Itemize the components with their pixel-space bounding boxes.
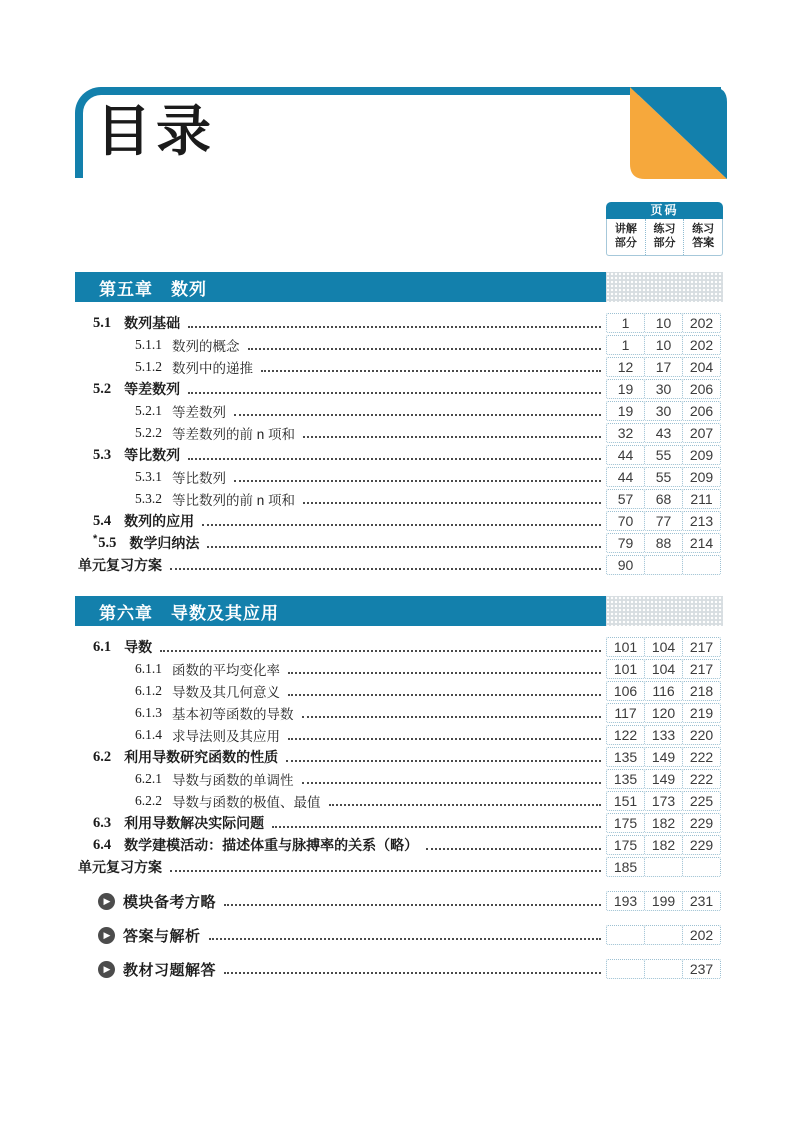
dotted-leader (261, 370, 601, 372)
dotted-leader (288, 738, 601, 740)
toc-entry-number: 5.3 (93, 446, 112, 463)
toc-row (75, 702, 723, 724)
toc-entry-number: 6.1 (93, 638, 112, 655)
page-number-cell: 12 (606, 357, 645, 377)
dotted-leader (188, 392, 601, 394)
page-number-cells (606, 313, 723, 333)
toc-entry-number: 5.2 (93, 380, 112, 397)
page-number-cells (606, 357, 723, 377)
legend-col-explain (607, 219, 645, 255)
page-number-cells (606, 423, 723, 443)
page-number-cell: 182 (644, 835, 683, 855)
dotted-leader (224, 904, 601, 906)
chapter-5-entries (75, 312, 723, 576)
page-number-cells (606, 555, 723, 575)
dotted-leader (303, 436, 601, 438)
page-number-cell: 10 (644, 313, 683, 333)
page-number-cell: 182 (644, 813, 683, 833)
toc-row (75, 532, 723, 554)
page-number-cell: 206 (682, 379, 721, 399)
toc-entry-title: 导数与函数的单调性 (172, 773, 294, 788)
toc-row (75, 444, 723, 466)
dotted-leader (286, 760, 601, 762)
page-number-cells (606, 379, 723, 399)
chapter-6-entries (75, 636, 723, 878)
toc-row (75, 554, 723, 576)
toc-row (75, 378, 723, 400)
page-number-cells (606, 489, 723, 509)
page-number-cell: 101 (606, 637, 645, 657)
footer-row (75, 888, 723, 914)
page-number-cells (606, 835, 723, 855)
toc-entry-number: 5.2.2 (135, 425, 162, 440)
page-number-cell: 217 (682, 659, 721, 679)
chapter-title: 数列 (171, 279, 207, 299)
page-number-cell: 55 (644, 445, 683, 465)
page-number-cells (606, 445, 723, 465)
page-number-cell: 1 (606, 335, 645, 355)
toc-entry-title: 数列的概念 (172, 339, 240, 354)
page-number-cell: 220 (682, 725, 721, 745)
toc-entry-number: 6.1.2 (135, 683, 162, 698)
dotted-leader (224, 972, 601, 974)
play-circle-icon: ▶ (98, 961, 115, 978)
toc-entry-number: 6.2.2 (135, 793, 162, 808)
toc-row (75, 724, 723, 746)
page-number-cells (606, 747, 723, 767)
page-number-cell: 202 (682, 925, 721, 945)
chapter-5-bar-title (75, 272, 606, 302)
toc-entry-number: 5.1 (93, 314, 112, 331)
page-number-cell: 202 (682, 313, 721, 333)
page-number-cells (606, 659, 723, 679)
toc-entry-number: 6.1.3 (135, 705, 162, 720)
dotted-leader (288, 672, 601, 674)
toc-row (75, 680, 723, 702)
page-number-cell: 30 (644, 401, 683, 421)
page-number-cell: 229 (682, 835, 721, 855)
page-number-cell: 68 (644, 489, 683, 509)
page-number-cell: 217 (682, 637, 721, 657)
page-number-cell: 225 (682, 791, 721, 811)
toc-entry-number: 6.2.1 (135, 771, 162, 786)
page-number-cell: 193 (606, 891, 645, 911)
page-number-cells (606, 959, 723, 979)
toc-entry-number: 5.3.2 (135, 491, 162, 506)
toc-row (75, 356, 723, 378)
toc-entry-title: 等差数列的前 n 项和 (172, 427, 296, 442)
toc-entry-title: 数列基础 (124, 315, 181, 331)
toc-row (75, 856, 723, 878)
toc-entry-title: 数学建模活动：描述体重与脉搏率的关系（略） (124, 837, 419, 853)
footer-item-title: 模块备考方略 (123, 893, 217, 911)
toc-entry-number: 6.4 (93, 836, 112, 853)
toc-entry-number: 6.1.4 (135, 727, 162, 742)
toc-entry-title: 导数 (124, 639, 153, 655)
page-number-cell: 17 (644, 357, 683, 377)
page-number-cell: 222 (682, 769, 721, 789)
toc-entry-title: 数列中的递推 (172, 361, 253, 376)
page-number-cell (644, 925, 683, 945)
chapter-label: 第六章 (99, 603, 153, 623)
page-number-cell: 213 (682, 511, 721, 531)
page-number-cell: 202 (682, 335, 721, 355)
dotted-leader (272, 826, 601, 828)
dotted-leader (170, 568, 601, 570)
page-number-cell: 219 (682, 703, 721, 723)
toc-entry-number: 6.3 (93, 814, 112, 831)
legend-col-line: 答案 (692, 237, 715, 249)
page-number-cell: 135 (606, 747, 645, 767)
toc-row (75, 334, 723, 356)
toc-row (75, 312, 723, 334)
dotted-leader (209, 938, 601, 940)
toc-entry-title: 等比数列 (124, 447, 181, 463)
page-number-cell: 44 (606, 467, 645, 487)
page-number-cell: 151 (606, 791, 645, 811)
play-circle-icon: ▶ (98, 893, 115, 910)
page-number-cell: 19 (606, 401, 645, 421)
page-number-cells (606, 857, 723, 877)
page-number-cell: 175 (606, 835, 645, 855)
toc-entry-title: 基本初等函数的导数 (172, 707, 294, 722)
toc-entry-number: 6.2 (93, 748, 112, 765)
footer-row (75, 922, 723, 948)
page-number-cell: 237 (682, 959, 721, 979)
page-number-cell: 229 (682, 813, 721, 833)
page-number-cell: 199 (644, 891, 683, 911)
page-number-cells (606, 511, 723, 531)
page-number-cell: 117 (606, 703, 645, 723)
toc-entry-title: 求导法则及其应用 (172, 729, 280, 744)
toc-entry-number: 5.5 (98, 534, 117, 551)
page-number-cell: 149 (644, 747, 683, 767)
page-number-cell: 44 (606, 445, 645, 465)
toc-row (75, 658, 723, 680)
page-number-cell: 222 (682, 747, 721, 767)
chapter-label: 第五章 (99, 279, 153, 299)
toc-entry-title: 利用导数解决实际问题 (124, 815, 265, 831)
page-number-cell: 55 (644, 467, 683, 487)
page-number-cells (606, 891, 723, 911)
legend-col-practice (645, 219, 684, 255)
page-number-cell: 32 (606, 423, 645, 443)
footer-item-title: 教材习题解答 (123, 961, 217, 979)
toc-entry-title: 等差数列 (172, 405, 226, 420)
chapter-bar-pattern (606, 596, 723, 626)
page-number-cell: 214 (682, 533, 721, 553)
legend-col-line: 练习 (692, 223, 715, 236)
toc-row (75, 768, 723, 790)
dotted-leader (160, 650, 601, 652)
page-number-cells (606, 813, 723, 833)
legend-title: 页码 (606, 202, 723, 219)
page-number-cell: 185 (606, 857, 645, 877)
toc-row (75, 466, 723, 488)
toc-row (75, 636, 723, 658)
legend-col-line: 讲解 (614, 223, 637, 236)
footer-item-title: 答案与解析 (123, 927, 201, 945)
toc-entry-title: 数学归纳法 (129, 535, 200, 551)
page-number-cells (606, 467, 723, 487)
page-number-cell: 218 (682, 681, 721, 701)
page-number-cell: 101 (606, 659, 645, 679)
legend-columns (606, 219, 723, 256)
dotted-leader (288, 694, 601, 696)
page-number-cell (644, 857, 683, 877)
page-number-cell: 175 (606, 813, 645, 833)
toc-entry-number: 5.4 (93, 512, 112, 529)
page-number-cell: 209 (682, 445, 721, 465)
page-number-cell: 173 (644, 791, 683, 811)
page-number-cells (606, 681, 723, 701)
corner-decoration (630, 87, 727, 179)
toc-row (75, 510, 723, 532)
dotted-leader (207, 546, 601, 548)
toc-entry-title: 函数的平均变化率 (172, 663, 280, 678)
page-number-cell: 204 (682, 357, 721, 377)
page-number-cell: 88 (644, 533, 683, 553)
page-number-cell: 79 (606, 533, 645, 553)
toc-entry-title: 等差数列 (124, 381, 181, 397)
toc-row (75, 422, 723, 444)
toc-entry-title: 导数及其几何意义 (172, 685, 280, 700)
starred-marker: * (93, 533, 98, 545)
page-number-cells (606, 769, 723, 789)
page-number-cell: 122 (606, 725, 645, 745)
page-number-cell: 104 (644, 637, 683, 657)
legend-col-answers (683, 219, 722, 255)
dotted-leader (188, 326, 601, 328)
toc-entry-title: 单元复习方案 (78, 859, 162, 875)
toc-entry-number: 5.1.2 (135, 359, 162, 374)
dotted-leader (426, 848, 601, 850)
page-number-cell: 106 (606, 681, 645, 701)
toc-entry-title: 等比数列 (172, 471, 226, 486)
dotted-leader (302, 782, 602, 784)
page-number-cell (606, 925, 645, 945)
page-number-cell (606, 959, 645, 979)
page-number-cell: 1 (606, 313, 645, 333)
page-number-cell: 133 (644, 725, 683, 745)
chapter-5-bar (75, 272, 723, 302)
page-number-cell (682, 857, 721, 877)
dotted-leader (234, 414, 601, 416)
page-number-cell: 116 (644, 681, 683, 701)
legend-col-line: 部分 (653, 237, 676, 249)
page-number-cell: 209 (682, 467, 721, 487)
play-circle-icon: ▶ (98, 927, 115, 944)
page-number-cells (606, 725, 723, 745)
footer-items (75, 888, 723, 990)
page-number-cells (606, 703, 723, 723)
page-number-cell: 77 (644, 511, 683, 531)
page-number-cells (606, 533, 723, 553)
page-number-cells (606, 335, 723, 355)
page-number-cell (644, 555, 683, 575)
page-number-cell: 120 (644, 703, 683, 723)
page-number-cell: 43 (644, 423, 683, 443)
page-title: 目录 (96, 100, 217, 162)
page-number-cell: 206 (682, 401, 721, 421)
page-number-cell: 90 (606, 555, 645, 575)
toc-entry-title: 导数与函数的极值、最值 (172, 795, 321, 810)
dotted-leader (170, 870, 601, 872)
page-number-cells (606, 925, 723, 945)
page-number-cells (606, 401, 723, 421)
page-number-cell: 57 (606, 489, 645, 509)
page-number-cells (606, 637, 723, 657)
chapter-bar-pattern (606, 272, 723, 302)
toc-entry-title: 等比数列的前 n 项和 (172, 493, 296, 508)
toc-row (75, 790, 723, 812)
dotted-leader (234, 480, 601, 482)
toc-row (75, 746, 723, 768)
page-number-cell (644, 959, 683, 979)
dotted-leader (302, 716, 602, 718)
toc-row (75, 488, 723, 510)
page-number-cell: 10 (644, 335, 683, 355)
chapter-6-bar-title (75, 596, 606, 626)
dotted-leader (329, 804, 602, 806)
chapter-title: 导数及其应用 (171, 603, 279, 623)
toc-entry-number: 5.2.1 (135, 403, 162, 418)
dotted-leader (202, 524, 601, 526)
toc-entry-number: 5.3.1 (135, 469, 162, 484)
toc-entry-title: 数列的应用 (124, 513, 195, 529)
toc-entry-title: 单元复习方案 (78, 557, 162, 573)
page-number-cells (606, 791, 723, 811)
chapter-6-bar (75, 596, 723, 626)
page-number-cell: 19 (606, 379, 645, 399)
page-number-cell: 135 (606, 769, 645, 789)
page-number-legend (606, 202, 723, 256)
dotted-leader (188, 458, 601, 460)
legend-col-line: 部分 (614, 237, 637, 249)
page-number-cell: 207 (682, 423, 721, 443)
page-number-cell: 30 (644, 379, 683, 399)
toc-entry-number: 5.1.1 (135, 337, 162, 352)
dotted-leader (303, 502, 601, 504)
toc-row (75, 812, 723, 834)
page-number-cell: 231 (682, 891, 721, 911)
page-number-cell: 149 (644, 769, 683, 789)
toc-entry-number: 6.1.1 (135, 661, 162, 676)
page-number-cell: 104 (644, 659, 683, 679)
toc-row (75, 834, 723, 856)
toc-row (75, 400, 723, 422)
page-number-cell (682, 555, 721, 575)
page-number-cell: 70 (606, 511, 645, 531)
footer-row (75, 956, 723, 982)
toc-entry-title: 利用导数研究函数的性质 (124, 749, 279, 765)
page-number-cell: 211 (682, 489, 721, 509)
legend-col-line: 练习 (653, 223, 676, 236)
dotted-leader (248, 348, 602, 350)
